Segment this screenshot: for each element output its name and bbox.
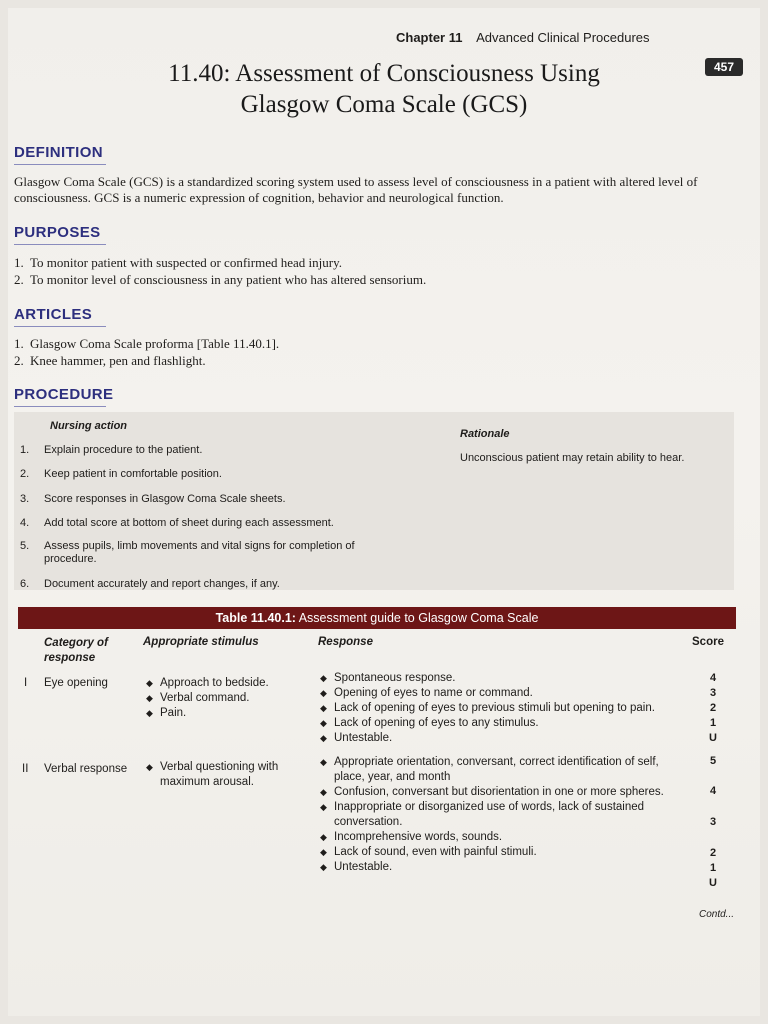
row-roman-eye: I [24,677,28,689]
verbal-stimuli [146,760,306,790]
chapter-label: Chapter 11 [396,30,463,45]
table-caption: Table 11.40.1: Assessment guide to Glasgow Coma Scale [18,607,736,629]
response-item: ◆ Lack of opening of eyes to any stimulus. [320,717,539,729]
stimulus-item: ◆ Verbal command. [146,692,250,704]
running-header [396,30,650,45]
eye-scores: 4 3 2 1 U [709,672,717,744]
page-number-badge: 457 [705,58,743,76]
header-category: Category of response [44,637,108,664]
definition-text: Glasgow Coma Scale (GCS) is a standardized scoring system used to assess level of consciousness in a patient with altered level of consciousness. GCS is a numeric expression of cognition, behavior and neurological function. [14,174,698,205]
header-response: Response [318,636,373,648]
list-item: 1. To monitor patient with suspected or confirmed head injury. [14,255,342,270]
response-item: ◆ Lack of sound, even with painful stimuli. [320,846,537,858]
col-nursing-action: Nursing action [50,420,128,432]
response-item: ◆ Lack of opening of eyes to previous stimuli but opening to pain. [320,702,655,714]
stimulus-item: ◆ Pain. [146,707,187,719]
rationale-1: Unconscious patient may retain ability to hear. [460,452,685,464]
response-item: ◆ Untestable. [320,861,393,873]
list-item: 1. Glasgow Coma Scale proforma [Table 11.40.1]. [14,336,280,351]
list-item: 2. Knee hammer, pen and flashlight. [14,353,206,368]
category-eye-opening: Eye opening [44,677,108,689]
response-item: ◆ Incomprehensive words, sounds. [320,831,503,843]
response-item: ◆ Appropriate orientation, conversant, correct identification of self, place, year, and month [320,756,659,783]
section-label: Advanced Clinical Procedures [476,30,650,45]
procedure-row: 1. Explain procedure to the patient. [20,444,203,456]
procedure-heading: PROCEDURE [14,386,114,403]
book-page: Chapter 11 Advanced Clinical Procedures 457 11.40: Assessment of Consciousness Using Glasgow Coma Scale (GCS) DEFINITION Glasgow Coma Scale (GCS) is a standardized scoring system used to assess level of consciousness in a patient with altered level of consciousness. GCS is a numeric expression of cognition, behavior and neurological function. PURPOSES 1. To monitor patient with suspected or confirmed head injury. 2. To monitor level of consciousness in any patient who has altered sensorium. ARTICLES 1. Glasgow Coma Scale proforma [Table 11.40.1]. 2. Knee hammer, pen and flashlight. PROCEDURE Nursing action Rationale Unconscious patient may retain ability to hear. 1. Explain procedure to the patient. 2. Keep patient in comfortable position. 3. Score responses in Glasgow Coma Scale sheets. 4. Add total score at bottom of sheet during each assessment. 5. Assess pupils, limb movements and vital signs for completion of procedure. 6. Document accurately and report changes, if any. Table 11.40.1: Assessment guide to Glasgow Coma Scale Category of response Appropriate stimulus Response Score I Eye opening ◆ Approach to bedside. ◆ Verbal command. ◆ Pain. ◆ Spontaneous response. ◆ Opening of eyes to name or command. ◆ Lack of opening of eyes to previous stimuli but opening to pain. ◆ Lack of opening of eyes to any stimulus. ◆ Untestable. 4 3 2 1 U II Verbal response ◆ Verbal questioning with maximum arousal. ◆ Appropriate orientation, conversant, correct identification of self, place, year, and month ◆ Confusion, conversant but disorientation in one or more spheres. ◆ Inappropriate or disorganized use of words, lack of sustained conversation. ◆ Incomprehensive words, sounds. ◆ Lack of sound, even with painful stimuli. ◆ Untestable. 5 4 3 2 1 U Contd... [8,8,760,1016]
procedure-row: 4. Add total score at bottom of sheet during each assessment. [20,517,334,529]
page-title [104,58,664,120]
procedure-row: 6. Document accurately and report changes, if any. [20,578,280,590]
stimulus-item: ◆ Verbal questioning with maximum arousal. [146,761,279,788]
header-score: Score [692,636,724,648]
list-item: 2. To monitor level of consciousness in any patient who has altered sensorium. [14,272,427,287]
response-item: ◆ Untestable. [320,732,393,744]
procedure-row: 2. Keep patient in comfortable position. [20,468,222,480]
continued-note: Contd... [699,909,735,920]
procedure-row: 3. Score responses in Glasgow Coma Scale sheets. [20,493,286,505]
eye-stimuli [146,676,296,721]
purposes-list [14,254,614,288]
purposes-heading: PURPOSES [14,224,101,241]
definition-heading: DEFINITION [14,144,103,161]
articles-heading: ARTICLES [14,306,93,323]
response-item: ◆ Spontaneous response. [320,672,456,684]
verbal-responses [320,755,675,875]
header-stimulus: Appropriate stimulus [143,636,259,648]
title-line-1: 11.40: Assessment of Consciousness Using [168,60,600,87]
response-item: ◆ Opening of eyes to name or command. [320,687,533,699]
response-item: ◆ Inappropriate or disorganized use of words, lack of sustained conversation. [320,801,645,828]
response-item: ◆ Confusion, conversant but disorientation in one or more spheres. [320,786,664,798]
procedure-row: 5. Assess pupils, limb movements and vital signs for completion of procedure. [20,540,355,565]
procedure-table [14,412,734,590]
row-roman-verbal: II [22,763,29,775]
col-rationale: Rationale [460,428,510,440]
stimulus-item: ◆ Approach to bedside. [146,677,269,689]
title-line-2: Glasgow Coma Scale (GCS) [240,91,528,118]
eye-responses [320,671,690,746]
category-verbal-response: Verbal response [44,763,128,775]
articles-list [14,335,614,369]
